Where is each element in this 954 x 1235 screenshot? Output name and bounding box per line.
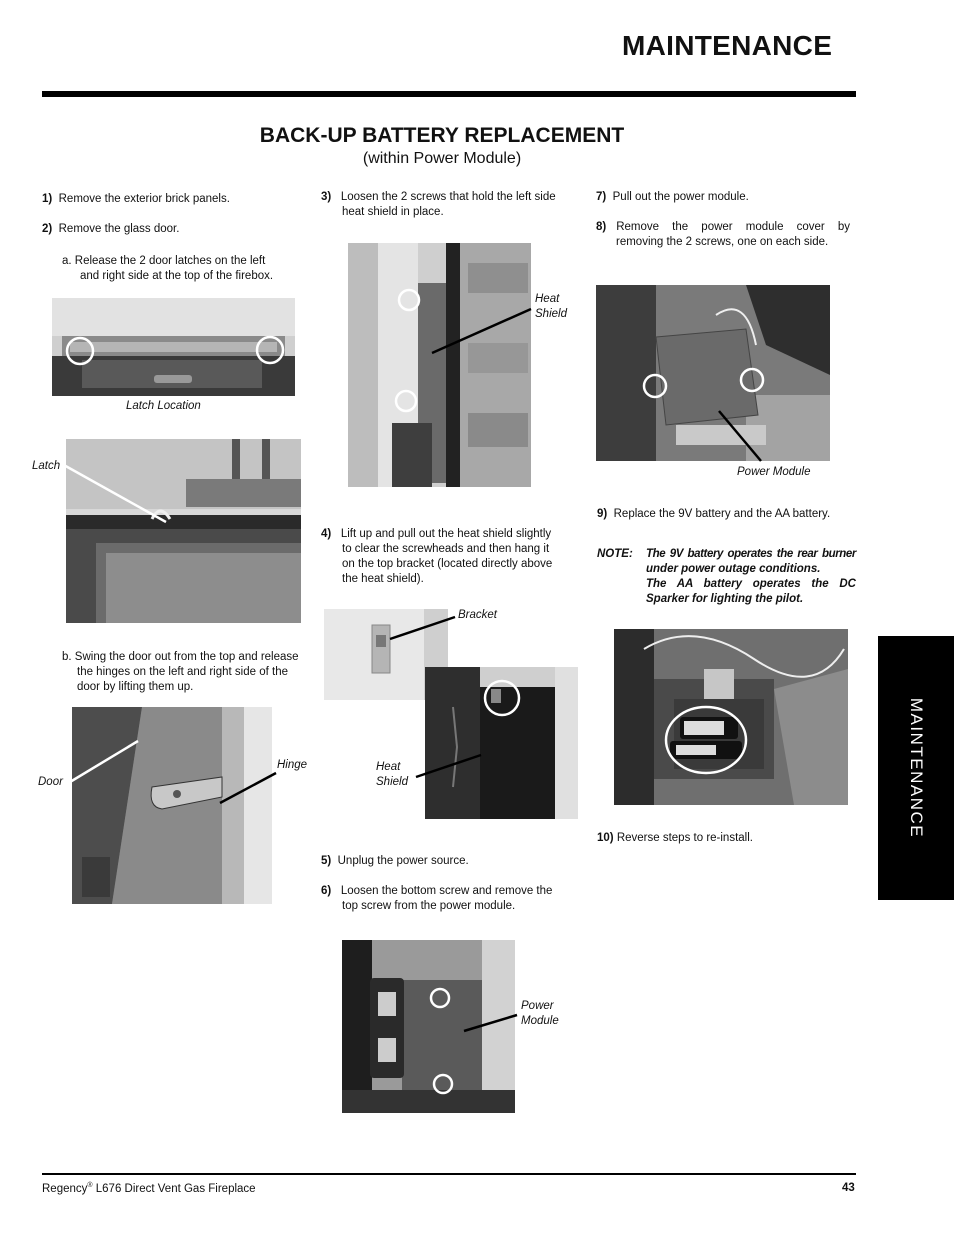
note-line-2: under power outage conditions. xyxy=(646,563,821,575)
leader-power-module-1 xyxy=(462,1012,520,1034)
step-2b-line-3: door by lifting them up. xyxy=(77,681,194,693)
caption-door: Door xyxy=(38,776,63,788)
step-2a xyxy=(62,254,273,284)
leader-bracket xyxy=(388,614,458,642)
note-block xyxy=(597,547,856,607)
caption-power: Power xyxy=(521,1000,554,1012)
caption-power-module-1 xyxy=(521,999,559,1029)
caption-heat-1: Heat xyxy=(535,293,560,305)
section-subtitle: (within Power Module) xyxy=(362,150,522,167)
photo-power-module-out xyxy=(596,285,830,461)
step-10-number: 10) xyxy=(597,832,614,844)
photo-heat-shield-hung xyxy=(425,667,578,819)
step-8 xyxy=(596,220,850,250)
photo-latch-location xyxy=(52,298,295,396)
step-10-text: Reverse steps to re-install. xyxy=(616,832,753,844)
caption-bracket: Bracket xyxy=(458,609,497,621)
step-2a-line-1: a. Release the 2 door latches on the left xyxy=(62,255,266,267)
photo-batteries xyxy=(614,629,848,805)
step-7-text: Pull out the power module. xyxy=(612,191,749,203)
step-6 xyxy=(321,884,576,914)
step-2b-line-1: b. Swing the door out from the top and release xyxy=(62,651,299,663)
photo-heat-shield xyxy=(348,243,531,487)
step-8-number: 8) xyxy=(596,221,607,233)
note-line-4: Sparker for lighting the pilot. xyxy=(646,593,804,605)
leader-power-module-2 xyxy=(716,408,764,464)
page-header-title: MAINTENANCE xyxy=(622,30,833,61)
step-6-line-2: top screw from the power module. xyxy=(342,900,516,912)
header-rule xyxy=(42,91,856,97)
step-4-line-3: on the top bracket (located directly above xyxy=(342,558,553,570)
caption-power-module-2: Power Module xyxy=(737,466,811,478)
step-2a-line-2: and right side at the top of the firebox. xyxy=(80,270,274,282)
step-3-line-2: heat shield in place. xyxy=(342,206,444,218)
step-5-text: Unplug the power source. xyxy=(337,855,469,867)
footer-registered-mark: ® xyxy=(87,1182,93,1189)
leader-hinge xyxy=(218,770,280,806)
step-8-line-2: removing the 2 screws, one on each side. xyxy=(616,236,829,248)
step-5 xyxy=(321,854,469,869)
step-1-text: Remove the exterior brick panels. xyxy=(58,193,230,205)
step-4-line-1: Lift up and pull out the heat shield slightly xyxy=(340,528,552,540)
section-title: BACK-UP BATTERY REPLACEMENT xyxy=(259,124,625,147)
caption-heat-shield-2 xyxy=(376,760,408,790)
step-6-line-1: Loosen the bottom screw and remove the xyxy=(340,885,553,897)
step-1 xyxy=(42,192,230,207)
step-5-number: 5) xyxy=(321,855,332,867)
caption-hinge: Hinge xyxy=(277,759,308,771)
step-2-text: Remove the glass door. xyxy=(58,223,180,235)
caption-shield-1: Shield xyxy=(535,308,567,320)
caption-latch: Latch xyxy=(32,460,61,472)
footer-brand: Regency xyxy=(42,1182,88,1195)
step-3 xyxy=(321,190,576,220)
step-2 xyxy=(42,222,179,237)
step-2b xyxy=(62,650,299,695)
step-10 xyxy=(597,831,753,846)
caption-heat-2: Heat xyxy=(376,761,401,773)
step-4-number: 4) xyxy=(321,528,332,540)
leader-door xyxy=(66,738,142,786)
side-tab xyxy=(878,636,954,900)
side-tab-label: MAINTENANCE xyxy=(907,697,926,839)
step-3-number: 3) xyxy=(321,191,332,203)
step-9-text: Replace the 9V battery and the AA battery. xyxy=(613,508,831,520)
leader-heat-shield-2 xyxy=(414,752,484,780)
caption-module: Module xyxy=(521,1015,559,1027)
footer-rule xyxy=(42,1173,856,1175)
footer-model xyxy=(42,1182,256,1195)
caption-heat-shield-1 xyxy=(535,292,567,322)
step-8-line-1: Remove the power module cover by xyxy=(616,221,850,233)
step-7 xyxy=(596,190,749,205)
step-1-number: 1) xyxy=(42,193,53,205)
note-line-1: The 9V battery operates the rear burner xyxy=(646,548,856,560)
footer-model-name: L676 Direct Vent Gas Fireplace xyxy=(92,1182,256,1195)
step-4 xyxy=(321,527,576,587)
step-3-line-1: Loosen the 2 screws that hold the left side xyxy=(340,191,556,203)
step-6-number: 6) xyxy=(321,885,332,897)
leader-heat-shield-1 xyxy=(430,306,534,356)
step-9-number: 9) xyxy=(597,508,608,520)
note-label: NOTE: xyxy=(597,548,633,560)
step-4-line-2: to clear the screwheads and then hang it xyxy=(342,543,550,555)
step-7-number: 7) xyxy=(596,191,607,203)
caption-shield-2: Shield xyxy=(376,776,408,788)
leader-latch xyxy=(60,462,170,526)
note-line-3: The AA battery operates the DC xyxy=(646,578,856,590)
step-4-line-4: the heat shield). xyxy=(342,573,424,585)
step-9 xyxy=(597,507,830,522)
caption-latch-location: Latch Location xyxy=(126,400,201,412)
step-2-number: 2) xyxy=(42,223,53,235)
footer-page-number: 43 xyxy=(842,1182,855,1194)
step-2b-line-2: the hinges on the left and right side of the xyxy=(77,666,288,678)
